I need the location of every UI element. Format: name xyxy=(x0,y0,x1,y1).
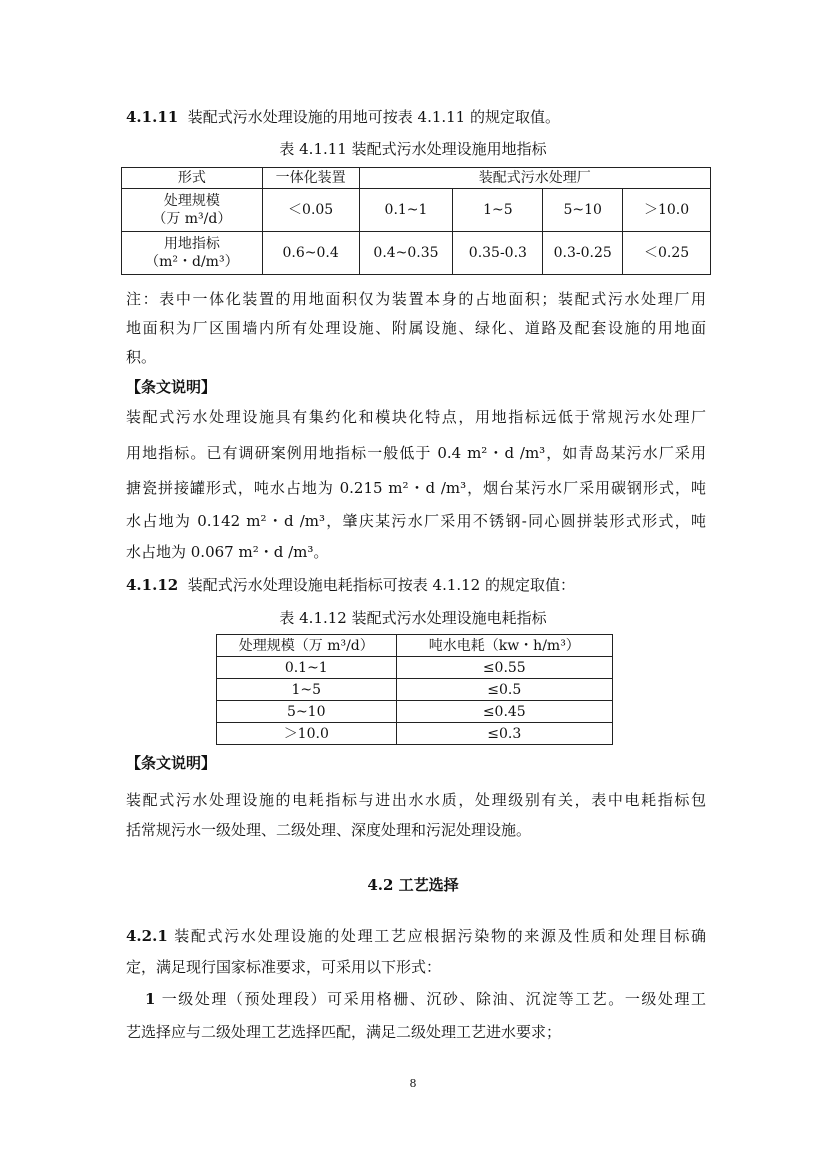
power-consumption-table xyxy=(216,634,613,745)
clause-number: 4.1.12 xyxy=(126,576,179,594)
row-label-line: 处理规模 xyxy=(163,193,220,209)
page-number: 8 xyxy=(409,1077,417,1090)
table-row xyxy=(217,723,613,745)
item-1-line-2: 艺选择应与二级处理工艺选择匹配，满足二级处理工艺进水要求； xyxy=(126,1023,562,1041)
explanation-title: 【条文说明】 xyxy=(126,378,217,396)
clause-4-1-11 xyxy=(126,107,706,127)
table-cell: ≤0.55 xyxy=(396,657,612,679)
table-row xyxy=(217,657,613,679)
table-cell: ≤0.5 xyxy=(396,679,612,701)
clause-4-2-1 xyxy=(126,926,706,946)
header-scale: 处理规模（万 m³/d） xyxy=(217,635,397,657)
header-integrated: 一体化装置 xyxy=(262,168,359,189)
item-1 xyxy=(145,989,706,1009)
table-cell: ＞10.0 xyxy=(217,723,397,745)
table-row xyxy=(217,679,613,701)
table-row-scale xyxy=(122,189,711,232)
section-heading: 4.2 工艺选择 xyxy=(367,876,459,894)
table-cell: 0.4~0.35 xyxy=(359,232,453,275)
clause-text: 装配式污水处理设施电耗指标可按表 4.1.12 的规定取值： xyxy=(187,576,575,594)
table-cell: ≤0.3 xyxy=(396,723,612,745)
table-cell: ＜0.05 xyxy=(262,189,359,232)
table-cell: 5~10 xyxy=(217,701,397,723)
row-label-unit: （万 m³/d） xyxy=(152,211,232,227)
table-cell: 0.1~1 xyxy=(359,189,453,232)
clause-4-1-12 xyxy=(126,575,706,595)
row-label-scale xyxy=(122,189,263,232)
table-cell: 0.35-0.3 xyxy=(453,232,543,275)
clause-number: 4.2.1 xyxy=(126,927,168,945)
table-cell: 5~10 xyxy=(543,189,623,232)
table-cell: 0.3-0.25 xyxy=(543,232,623,275)
item-number: 1 xyxy=(145,990,156,1008)
explanation-line-2: 括常规污水一级处理、二级处理、深度处理和污泥处理设施。 xyxy=(126,821,532,839)
land-use-table xyxy=(121,167,711,275)
clause-4-2-1-line-2: 定，满足现行国家标准要求，可采用以下形式： xyxy=(126,958,442,976)
table-cell: 0.1~1 xyxy=(217,657,397,679)
note-line-1: 注：表中一体化装置的用地面积仅为装置本身的占地面积；装配式污水处理厂用 xyxy=(126,290,706,308)
table-header-row xyxy=(217,635,613,657)
row-label-line: 用地指标 xyxy=(163,236,220,252)
clause-number: 4.1.11 xyxy=(126,108,179,126)
clause-text: 装配式污水处理设施的处理工艺应根据污染物的来源及性质和处理目标确 xyxy=(174,927,706,945)
header-power: 吨水电耗（kw・h/m³） xyxy=(396,635,612,657)
explanation-line-5: 水占地为 0.067 m²・d /m³。 xyxy=(126,543,329,561)
table-row-land-index xyxy=(122,232,711,275)
note-line-2: 地面积为厂区围墙内所有处理设施、附属设施、绿化、道路及配套设施的用地面 xyxy=(126,319,706,337)
header-assembled-plant: 装配式污水处理厂 xyxy=(359,168,710,189)
note-line-3: 积。 xyxy=(126,348,157,366)
explanation-line-3: 搪瓷拼接罐形式，吨水占地为 0.215 m²・d /m³，烟台某污水厂采用碳钢形式，吨 xyxy=(126,479,706,497)
table-4-1-12-caption: 表 4.1.12 装配式污水处理设施电耗指标 xyxy=(279,609,547,627)
table-header-row xyxy=(122,168,711,189)
explanation-line-2: 用地指标。已有调研案例用地指标一般低于 0.4 m²・d /m³，如青岛某污水厂采用 xyxy=(126,444,706,462)
table-cell: ≤0.45 xyxy=(396,701,612,723)
item-text: 一级处理（预处理段）可采用格栅、沉砂、除油、沉淀等工艺。一级处理工 xyxy=(161,990,706,1008)
table-row xyxy=(217,701,613,723)
explanation-line-4: 水占地为 0.142 m²・d /m³，肇庆某污水厂采用不锈钢-同心圆拼装形式形式，吨 xyxy=(126,512,706,530)
row-label-unit: （m²・d/m³） xyxy=(145,254,239,270)
table-cell: 1~5 xyxy=(453,189,543,232)
table-cell: 0.6~0.4 xyxy=(262,232,359,275)
explanation-line-1: 装配式污水处理设施具有集约化和模块化特点，用地指标远低于常规污水处理厂 xyxy=(126,408,706,426)
table-4-1-11-caption: 表 4.1.11 装配式污水处理设施用地指标 xyxy=(279,140,547,158)
table-cell: ＞10.0 xyxy=(623,189,711,232)
table-cell: ＜0.25 xyxy=(623,232,711,275)
table-cell: 1~5 xyxy=(217,679,397,701)
row-label-land xyxy=(122,232,263,275)
explanation-line-1: 装配式污水处理设施的电耗指标与进出水水质，处理级别有关，表中电耗指标包 xyxy=(126,791,706,809)
explanation-title: 【条文说明】 xyxy=(126,754,217,772)
clause-text: 装配式污水处理设施的用地可按表 4.1.11 的规定取值。 xyxy=(187,108,560,126)
header-form: 形式 xyxy=(122,168,263,189)
